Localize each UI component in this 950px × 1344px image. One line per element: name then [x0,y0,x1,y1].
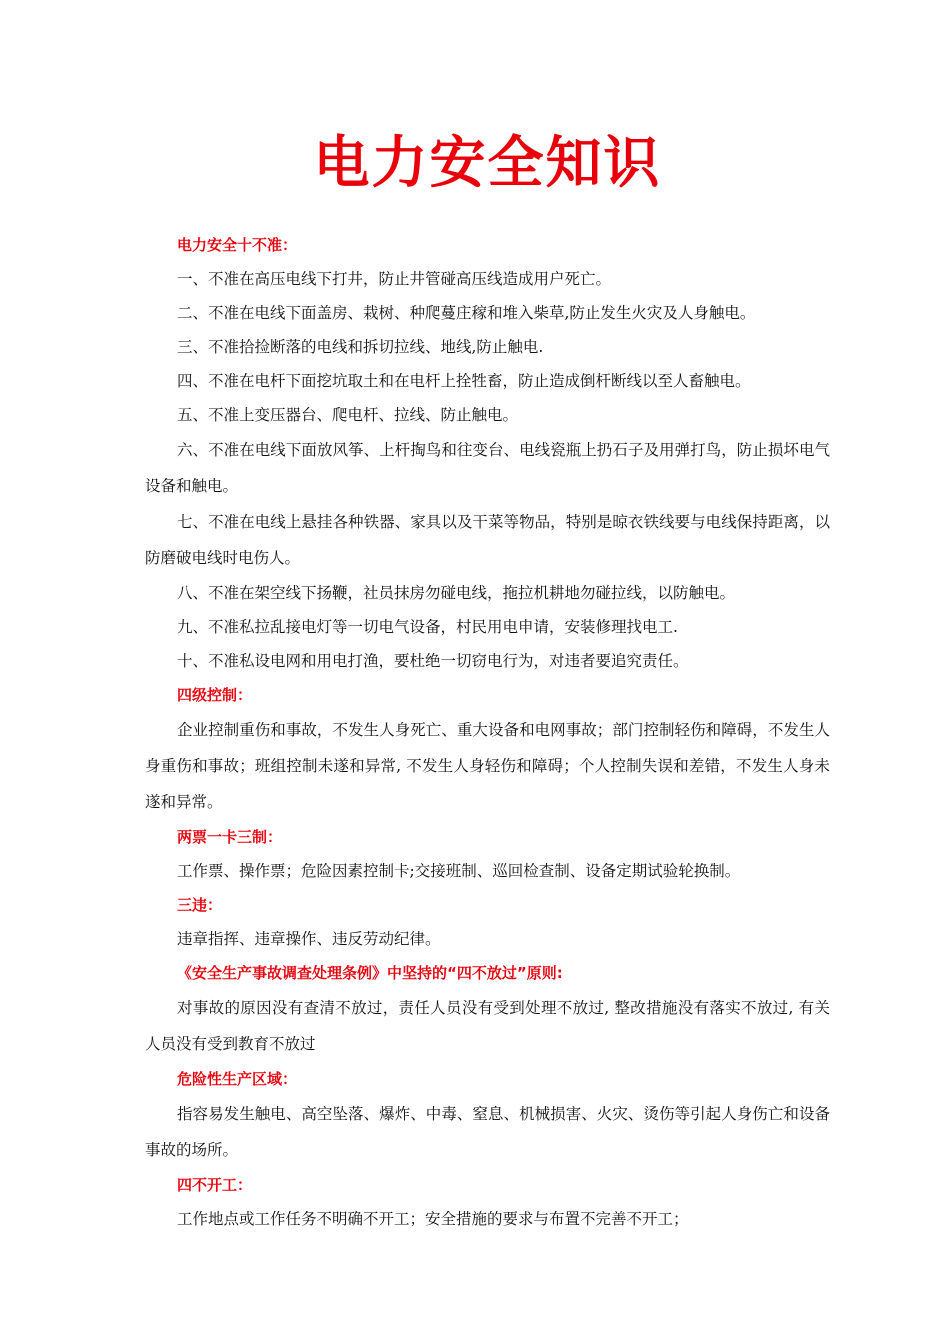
body-paragraph: 四、不准在电杆下面挖坑取土和在电杆上拴牲畜，防止造成倒杆断线以至人畜触电。 [177,372,751,390]
body-paragraph: 企业控制重伤和事故，不发生人身死亡、重大设备和电网事故；部门控制轻伤和障碍，不发生人身重伤和事故；班组控制未遂和异常, 不发生人身轻伤和障碍；个人控制失误和差错，不发生人身未遂和异常。 [145,721,830,811]
section-heading: 《安全生产事故调查处理条例》中坚持的“四不放过”原则: [177,964,563,982]
body-paragraph: 工作地点或工作任务不明确不开工；安全措施的要求与布置不完善不开工； [177,1210,689,1228]
section-heading: 四级控制： [177,686,253,704]
body-paragraph: 一、不准在高压电线下打井，防止井管碰高压线造成用户死亡。 [177,270,612,288]
body-paragraph: 七、不准在电线上悬挂各种铁器、家具以及干菜等物品，特别是晾衣铁线要与电线保持距离，以防磨破电线时电伤人。 [145,513,830,567]
body-paragraph: 对事故的原因没有查清不放过，责任人员没有受到处理不放过, 整改措施没有落实不放过, 有关人员没有受到教育不放过 [145,999,830,1053]
body-paragraph: 十、不准私设电网和用电打渔，要杜绝一切窃电行为，对违者要追究责任。 [177,652,689,670]
body-paragraph: 九、不准私拉乱接电灯等一切电气设备，村民用电申请，安装修理找电工. [177,618,678,636]
section-heading: 四不开工： [177,1176,253,1194]
body-paragraph: 二、不准在电线下面盖房、栽树、种爬蔓庄稼和堆入柴草,防止发生火灾及人身触电。 [177,304,756,322]
body-paragraph: 违章指挥、违章操作、违反劳动纪律。 [177,930,441,948]
section-heading: 三违： [177,896,223,914]
section-heading: 两票一卡三制： [177,828,283,846]
section-heading: 电力安全十不准： [177,236,298,254]
body-paragraph: 三、不准拾捡断落的电线和拆切拉线、地线,防止触电. [177,338,544,356]
body-paragraph: 五、不准上变压器台、爬电杆、拉线、防止触电。 [177,406,519,424]
body-paragraph: 八、不准在架空线下扬鞭，社员抹房勿碰电线，拖拉机耕地勿碰拉线，以防触电。 [177,584,736,602]
document-body [145,228,830,1236]
document-title: 电力安全知识 [313,131,662,196]
body-paragraph: 六、不准在电线下面放风筝、上杆掏鸟和往变台、电线瓷瓶上扔石子及用弹打鸟，防止损坏电气设备和触电。 [145,441,830,495]
body-paragraph: 指容易发生触电、高空坠落、爆炸、中毒、窒息、机械损害、火灾、烫伤等引起人身伤亡和设备事故的场所。 [145,1105,830,1159]
body-paragraph: 工作票、操作票；危险因素控制卡;交接班制、巡回检查制、设备定期试验轮换制。 [177,862,741,880]
section-heading: 危险性生产区域： [177,1070,298,1088]
